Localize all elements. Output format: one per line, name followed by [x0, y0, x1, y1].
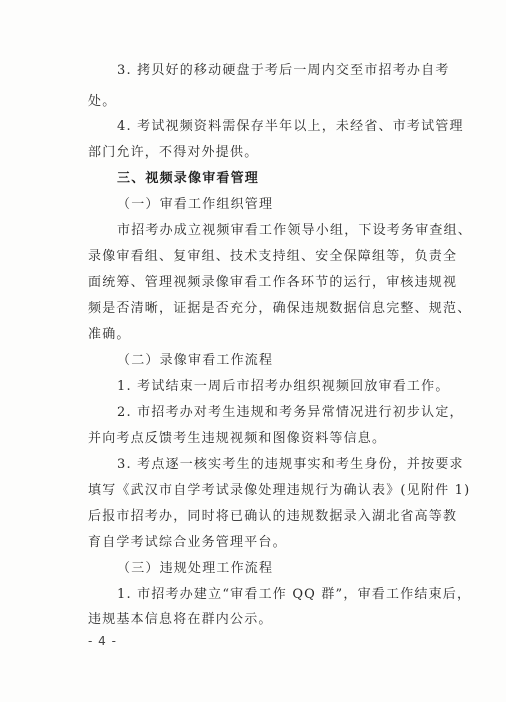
- paragraph-line: 育自学考试综合业务管理平台。: [88, 535, 287, 550]
- subsection-heading: （三）违规处理工作流程: [117, 561, 274, 576]
- subsection-heading: （二）录像审看工作流程: [117, 353, 274, 368]
- paragraph-line: 市招考办成立视频审看工作领导小组，下设考务审查组、: [117, 223, 473, 238]
- paragraph-line: 面统筹、管理视频录像审看工作各环节的运行，审核违规视: [88, 275, 458, 290]
- paragraph-line: 录像审看组、复审组、技术支持组、安全保障组等，负责全: [88, 249, 458, 264]
- paragraph-line: 部门允许，不得对外提供。: [88, 145, 259, 160]
- paragraph-line: 违规基本信息将在群内公示。: [88, 612, 273, 627]
- paragraph-line: 频是否清晰，证据是否充分，确保违规数据信息完整、规范、: [88, 301, 472, 316]
- subsection-heading: （一）审看工作组织管理: [117, 197, 274, 212]
- paragraph-line: 2. 市招考办对考生违规和考务异常情况进行初步认定，: [117, 405, 464, 420]
- page-number: - 4 -: [88, 634, 117, 648]
- section-heading: 三、视频录像审看管理: [117, 171, 260, 186]
- paragraph-line: 并向考点反馈考生违规视频和图像资料等信息。: [88, 431, 387, 446]
- paragraph-line: 后报市招考办，同时将已确认的违规数据录入湖北省高等教: [88, 509, 458, 524]
- paragraph-line: 处。: [88, 94, 117, 109]
- paragraph-line: 4. 考试视频资料需保存半年以上，未经省、市考试管理: [117, 119, 464, 134]
- paragraph-line: 填写《武汉市自学考试录像处理违规行为确认表》(见附件 1): [88, 483, 471, 498]
- paragraph-line: 1. 考试结束一周后市招考办组织视频回放审看工作。: [117, 379, 450, 394]
- paragraph-line: 3. 拷贝好的移动硬盘于考后一周内交至市招考办自考: [117, 63, 450, 78]
- paragraph-line: 3. 考点逐一核实考生的违规事实和考生身份，并按要求: [117, 457, 464, 472]
- paragraph-line: 1. 市招考办建立“审看工作 QQ 群”，审看工作结束后，: [117, 587, 472, 602]
- paragraph-line: 准确。: [88, 327, 131, 342]
